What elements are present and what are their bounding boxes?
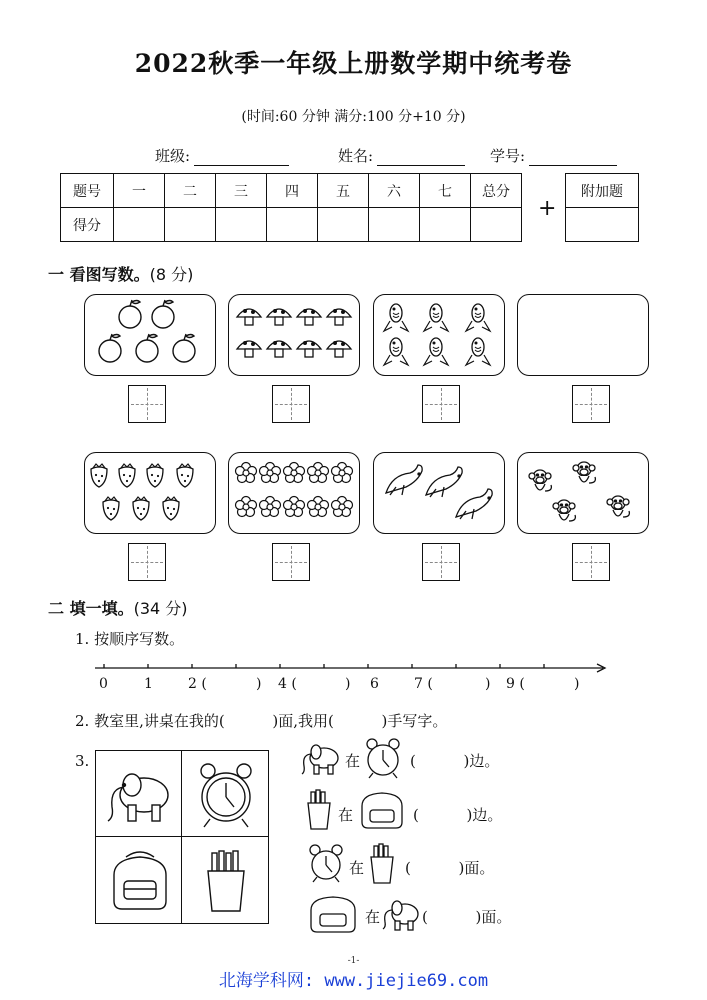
score-header-cell: 二 [165,174,216,208]
section-1-title: 一 看图写数。 [48,265,150,284]
score-cell[interactable] [471,208,522,242]
footer-site[interactable]: 北海学科网: www.jiejie69.com [218,971,489,991]
backpack-icon [356,790,410,832]
score-header-cell: 五 [318,174,369,208]
score-header-cell: 三 [216,174,267,208]
number-line-label: 2 ( [188,676,207,692]
name-label: 姓名: [338,147,374,165]
exam-subtitle: (时间:60 分钟 满分:100 分+10 分) [241,109,466,125]
alarm-clock-icon [190,759,262,831]
id-blank[interactable] [529,149,617,166]
pencil-box-icon [302,788,336,832]
pencil-box-icon [366,842,398,886]
number-line-label: ) [574,676,580,692]
plus-sign: + [538,196,557,221]
flower-icon [229,453,359,533]
answer-box[interactable] [572,385,610,423]
id-label: 学号: [490,147,526,165]
score-header-row [61,174,522,208]
q3-line-4-word: 在 [365,908,381,926]
goldfish-icon [374,295,504,375]
section-1-points: (8 分) [149,265,194,284]
extra-score-cell[interactable] [566,208,639,242]
class-field [155,145,289,166]
score-cell[interactable] [369,208,420,242]
number-line-label: 9 ( [506,676,525,692]
q3-line-2-blank[interactable]: ( )边。 [413,806,503,824]
picture-flowers [228,452,360,534]
picture-empty [517,294,649,376]
score-cell[interactable] [216,208,267,242]
picture-monkeys [517,452,649,534]
answer-box[interactable] [128,385,166,423]
question-1: 1. 按顺序写数。 [75,630,185,648]
picture-grid [95,750,269,924]
bird-icon [374,453,504,533]
section-1-heading [48,262,193,285]
score-header-cell: 六 [369,174,420,208]
apple-icon [85,295,215,375]
q3-line-1-word: 在 [345,752,361,770]
score-row-label: 得分 [61,208,114,242]
class-blank[interactable] [194,149,289,166]
answer-box[interactable] [572,543,610,581]
number-line-label: 6 [370,676,379,692]
score-header-cell: 总分 [471,174,522,208]
picture-birds [373,452,505,534]
score-cell[interactable] [267,208,318,242]
number-line [95,660,610,676]
score-header-cell: 七 [420,174,471,208]
alarm-clock-icon [305,842,347,884]
picture-mushrooms [228,294,360,376]
section-2-title: 二 填一填。 [48,599,134,618]
class-label: 班级: [155,147,191,165]
q3-line-4-blank[interactable]: ( )面。 [422,908,512,926]
picture-apples [84,294,216,376]
monkey-icon [518,453,648,533]
answer-box[interactable] [422,543,460,581]
page-title: 2022秋季一年级上册数学期中统考卷 [134,49,573,78]
picture-strawberries [84,452,216,534]
question-3-number: 3. [75,752,90,770]
mushroom-icon [229,295,359,375]
q3-line-2-word: 在 [338,806,354,824]
number-line-label: ) [345,676,351,692]
answer-box[interactable] [128,543,166,581]
score-header-cell: 题号 [61,174,114,208]
elephant-icon [381,896,423,934]
strawberry-icon [85,453,215,533]
alarm-clock-icon [362,736,404,780]
answer-box[interactable] [422,385,460,423]
q3-line-3-blank[interactable]: ( )面。 [405,859,495,877]
question-2: 2. 教室里,讲桌在我的( )面,我用( )手写字。 [75,712,448,730]
score-cell[interactable] [165,208,216,242]
extra-score-table [565,173,639,242]
answer-box[interactable] [272,543,310,581]
pencil-box-icon [190,845,262,917]
number-line-label: ) [485,676,491,692]
score-value-row [61,208,522,242]
number-line-label: 7 ( [414,676,433,692]
name-field [338,145,465,166]
backpack-icon [305,894,363,936]
score-cell[interactable] [420,208,471,242]
q3-line-1-blank[interactable]: ( )边。 [410,752,500,770]
page-number: -1- [347,956,360,966]
elephant-icon [104,759,176,831]
q3-line-3-word: 在 [349,859,365,877]
number-line-label: 4 ( [278,676,297,692]
extra-label: 附加题 [566,174,639,208]
backpack-icon [104,845,176,917]
number-line-label: ) [256,676,262,692]
score-header-cell: 四 [267,174,318,208]
score-cell[interactable] [114,208,165,242]
number-line-label: 0 [99,676,108,692]
answer-box[interactable] [272,385,310,423]
score-cell[interactable] [318,208,369,242]
number-line-label: 1 [144,676,153,692]
section-2-points: (34 分) [133,599,188,618]
score-table [60,173,522,242]
name-blank[interactable] [377,149,465,166]
section-2-heading [48,596,188,619]
picture-goldfish [373,294,505,376]
id-field [490,145,617,166]
elephant-icon [300,738,344,778]
score-header-cell: 一 [114,174,165,208]
